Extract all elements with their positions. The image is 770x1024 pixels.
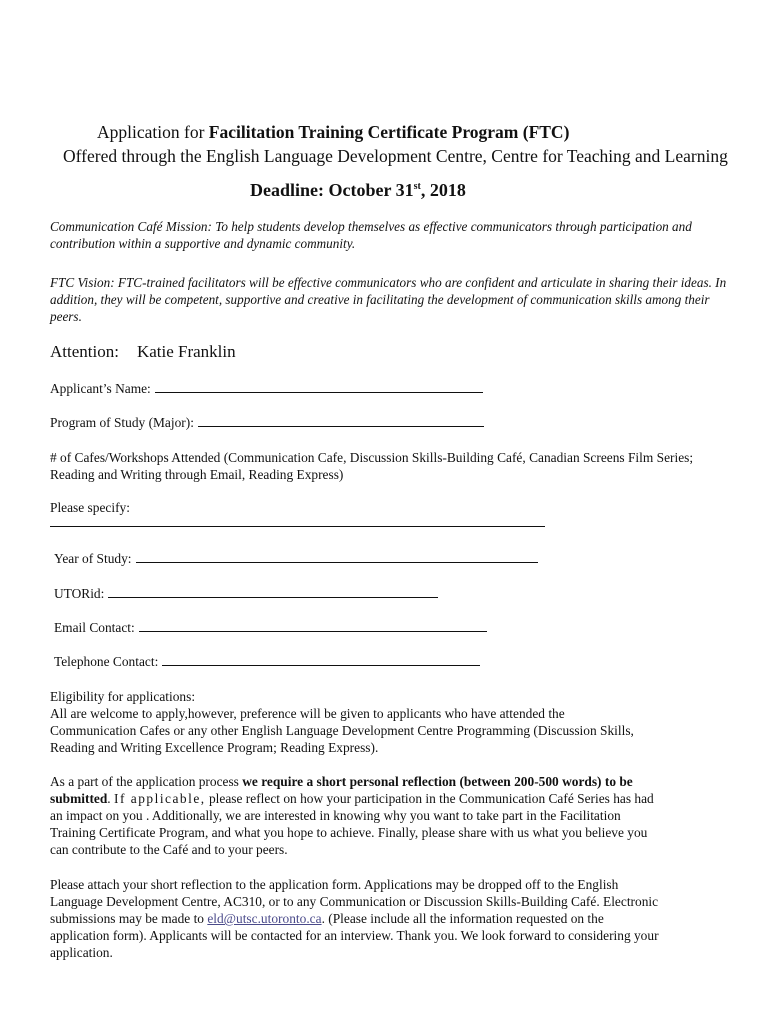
year-of-study-field[interactable]: [54, 550, 538, 567]
please-specify-blank[interactable]: [50, 516, 545, 527]
submission-closing: . (Please include all the information requested on the application form). Applicants will be contacted for an interview. Thank you. We look forward to considering your application.: [50, 911, 659, 960]
reflection-paragraph: [50, 773, 660, 858]
vision-statement: FTC Vision: FTC-trained facilitators will be effective communicators who are confident and articulate in sharing their ideas. In addition, they will be competent, supportive and creative in facilitating the development of communication skills among their peers.: [50, 275, 727, 324]
submission-email-link[interactable]: eld@utsc.utoronto.ca: [207, 911, 322, 926]
deadline-text: Deadline: October 31: [250, 180, 414, 200]
reflection-if-applicable: If applicable,: [114, 791, 206, 806]
telephone-contact-field[interactable]: [54, 653, 480, 670]
program-blank[interactable]: [198, 414, 484, 427]
reflection-requirement: we require a short personal reflection (between 200-500 words) to be submitted: [50, 774, 633, 806]
eligibility-heading: Eligibility for applications:: [50, 689, 196, 704]
telephone-contact-blank[interactable]: [162, 653, 480, 666]
applicant-name-label: Applicant’s Name:: [50, 381, 151, 396]
email-contact-field[interactable]: [54, 619, 487, 636]
email-contact-label: Email Contact:: [54, 620, 135, 635]
reflection-period: .: [107, 791, 114, 806]
attention-line: [50, 342, 236, 362]
deadline-year: , 2018: [420, 180, 466, 200]
document-subtitle: Offered through the English Language Development Centre, Centre for Teaching and Learning: [63, 146, 728, 166]
deadline-ordinal: st: [413, 181, 421, 192]
applicant-name-blank[interactable]: [155, 380, 483, 393]
utorid-blank[interactable]: [108, 585, 438, 598]
submission-instructions: Please attach your short reflection to the application form. Applications may be dropped off to the English Language Development Centre, AC310, or to any Communication or Discussion Skills-Building Café. Electronic submissions may be made to: [50, 877, 659, 926]
program-field[interactable]: [50, 414, 484, 431]
cafes-attended-field: # of Cafes/Workshops Attended (Communication Cafe, Discussion Skills-Building Café, Canadian Screens Film Series; Reading and Writing through Email, Reading Express): [50, 450, 694, 482]
eligibility-text: All are welcome to apply,however, preference will be given to applicants who have attended the Communication Cafes or any other English Language Development Centre Programming (Discussion Skills, Reading and Writing Excellence Program; Reading Express).: [50, 706, 634, 755]
attention-label: Attention:: [50, 342, 119, 361]
deadline: [250, 180, 466, 201]
attention-name: Katie Franklin: [136, 342, 236, 361]
telephone-contact-label: Telephone Contact:: [54, 654, 159, 669]
mission-statement: Communication Café Mission: To help students develop themselves as effective communicators through participation and contribution within a supportive and dynamic community.: [50, 219, 692, 251]
year-of-study-blank[interactable]: [136, 550, 538, 563]
please-specify-label: Please specify:: [50, 500, 130, 515]
title-program-name: Facilitation Training Certificate Program (FTC): [208, 122, 570, 142]
email-contact-blank[interactable]: [139, 619, 487, 632]
reflection-body: please reflect on how your participation in the Communication Café Series has had an impact on you . Additionally, we are interested in knowing why you want to take part in the Facilitation Training Certificate Program, and what you hope to achieve. Finally, please share with us what you believe you can contribute to the Café and to your peers.: [50, 791, 654, 857]
utorid-field[interactable]: [54, 585, 438, 602]
utorid-label: UTORid:: [54, 586, 105, 601]
document-title: [97, 122, 569, 143]
title-prefix: Application for: [97, 122, 209, 142]
program-label: Program of Study (Major):: [50, 415, 194, 430]
submission-paragraph: [50, 876, 660, 961]
applicant-name-field[interactable]: [50, 380, 483, 397]
year-of-study-label: Year of Study:: [54, 551, 132, 566]
reflection-intro: As a part of the application process: [50, 774, 243, 789]
